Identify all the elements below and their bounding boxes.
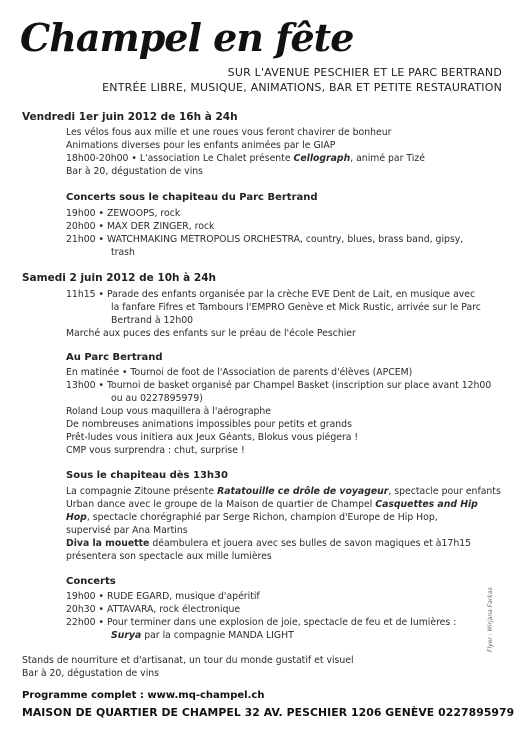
- chapiteau-item: [66, 498, 478, 511]
- address-line: MAISON DE QUARTIER DE CHAMPEL 32 AV. PESCHIER 1206 GENÈVE 0227895979: [22, 706, 515, 719]
- friday-line: Les vélos fous aux mille et une roues vous feront chavirer de bonheur: [66, 127, 392, 138]
- parc-item: Prêt-ludes vous initiera aux Jeux Géants, Blokus vous piégera !: [66, 432, 359, 443]
- friday-line: Animations diverses pour les enfants animées par le GIAP: [66, 140, 336, 151]
- saturday-concerts-heading: Concerts: [66, 576, 116, 587]
- parc-heading: Au Parc Bertrand: [66, 352, 163, 363]
- performer-name: Diva la mouette: [66, 538, 150, 549]
- closing-line: Bar à 20, dégustation de vins: [22, 668, 160, 679]
- parc-item: CMP vous surprendra : chut, surprise !: [66, 445, 245, 456]
- page-title: Champel en fête: [20, 15, 354, 60]
- saturday-line-cont: la fanfare Fifres et Tambours l'EMPRO Genève et Mick Rustic, arrivée sur le Parc: [111, 302, 481, 313]
- chapiteau-text: Urban dance avec le groupe de la Maison de quartier de Champel: [66, 499, 376, 510]
- chapiteau-text: , spectacle pour enfants: [388, 486, 501, 497]
- saturday-line-cont: Bertrand à 12h00: [111, 315, 194, 326]
- parc-item: En matinée • Tournoi de foot de l'Association de parents d'élèves (APCEM): [66, 367, 413, 378]
- concert-item: 20h30 • ATTAVARA, rock électronique: [66, 604, 241, 615]
- friday-line-text: , animé par Tizé: [350, 153, 425, 164]
- concert-text: par la compagnie MANDA LIGHT: [141, 630, 294, 641]
- concert-item-cont: trash: [111, 247, 135, 258]
- chapiteau-text: , spectacle chorégraphié par Serge Richon, champion d'Europe de Hip Hop,: [86, 512, 438, 523]
- friday-line: Bar à 20, dégustation de vins: [66, 166, 204, 177]
- concert-item-cont: [111, 629, 294, 642]
- location-subtitle: SUR L'AVENUE PESCHIER ET LE PARC BERTRAND: [227, 66, 502, 79]
- concert-item: 19h00 • ZEWOOPS, rock: [66, 208, 181, 219]
- parc-item-cont: ou au 0227895979): [111, 393, 203, 404]
- concert-item: 21h00 • WATCHMAKING METROPOLIS ORCHESTRA, country, blues, brass band, gipsy,: [66, 234, 464, 245]
- saturday-heading: Samedi 2 juin 2012 de 10h à 24h: [22, 272, 216, 284]
- friday-line: [66, 152, 425, 165]
- closing-line: Stands de nourriture et d'artisanat, un tour du monde gustatif et visuel: [22, 655, 354, 666]
- friday-concerts-heading: Concerts sous le chapiteau du Parc Bertrand: [66, 192, 318, 203]
- show-title: Ratatouille ce drôle de voyageur: [217, 486, 389, 497]
- chapiteau-item: supervisé par Ana Martins: [66, 525, 188, 536]
- saturday-line: 11h15 • Parade des enfants organisée par la crèche EVE Dent de Lait, en musique avec: [66, 289, 476, 300]
- chapiteau-item: présentera son spectacle aux mille lumières: [66, 551, 272, 562]
- concert-item: 20h00 • MAX DER ZINGER, rock: [66, 221, 215, 232]
- chapiteau-text: La compagnie Zitoune présente: [66, 486, 218, 497]
- parc-item: Roland Loup vous maquillera à l'aérographe: [66, 406, 272, 417]
- concert-item: 19h00 • RUDE EGARD, musique d'apéritif: [66, 591, 260, 602]
- friday-heading: Vendredi 1er juin 2012 de 16h à 24h: [22, 111, 238, 123]
- show-title: Surya: [111, 630, 142, 641]
- chapiteau-item: [66, 537, 471, 550]
- features-subtitle: ENTRÉE LIBRE, MUSIQUE, ANIMATIONS, BAR ET PETITE RESTAURATION: [102, 81, 502, 94]
- parc-item: 13h00 • Tournoi de basket organisé par Champel Basket (inscription sur place avant 12h00: [66, 380, 492, 391]
- flyer-credit: Flyer : Mirjana Farkas: [487, 587, 494, 652]
- show-title: Hop: [66, 512, 87, 523]
- parc-item: De nombreuses animations impossibles pour petits et grands: [66, 419, 352, 430]
- show-title: Casquettes and Hip: [375, 499, 478, 510]
- show-title: Cellograph: [293, 153, 351, 164]
- friday-line-text: 18h00-20h00 • L'association Le Chalet présente: [66, 153, 294, 164]
- chapiteau-heading: Sous le chapiteau dès 13h30: [66, 470, 228, 481]
- chapiteau-text: déambulera et jouera avec ses bulles de savon magiques et à17h15: [149, 538, 472, 549]
- saturday-line: Marché aux puces des enfants sur le préau de l'école Peschier: [66, 328, 356, 339]
- chapiteau-item: [66, 511, 438, 524]
- program-link: Programme complet : www.mq-champel.ch: [22, 690, 265, 701]
- concert-item: 22h00 • Pour terminer dans une explosion de joie, spectacle de feu et de lumières :: [66, 617, 457, 628]
- chapiteau-item: [66, 485, 501, 498]
